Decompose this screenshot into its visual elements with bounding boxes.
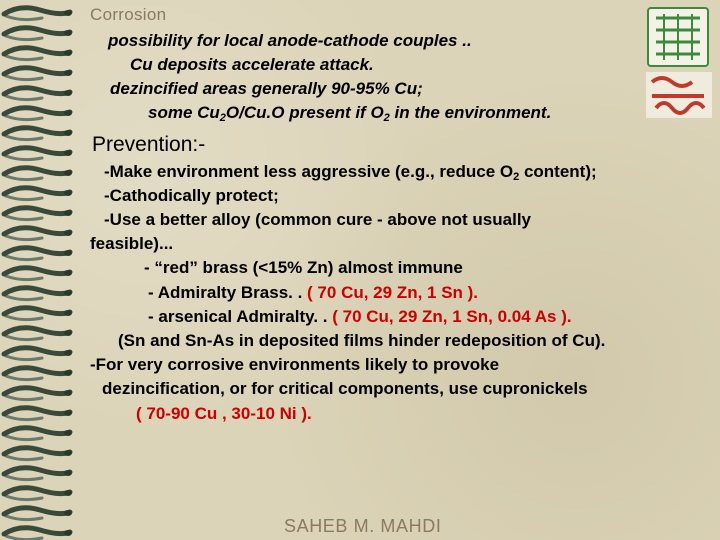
spiral-coil — [4, 148, 72, 160]
prevention-item-cupronickels: dezincification, or for critical components, use cupronickels — [102, 379, 588, 398]
prevention-item-corrosive-env: -For very corrosive environments likely to provoke — [90, 355, 500, 374]
text-run: some Cu — [148, 103, 220, 122]
spiral-coil — [4, 288, 72, 300]
prevention-item-reduce-o2 — [104, 162, 597, 182]
spiral-coil — [4, 128, 72, 140]
author-footer: SAHEB M. MAHDI — [284, 516, 442, 536]
subscript: 2 — [219, 112, 226, 124]
spiral-coil — [4, 368, 72, 380]
spiral-coil — [4, 348, 72, 360]
text-run: - arsenical Admiralty. . — [148, 307, 333, 326]
composition-red: ( 70 Cu, 29 Zn, 1 Sn ). — [307, 283, 479, 302]
spiral-coil — [4, 268, 72, 280]
spiral-coil — [4, 88, 72, 100]
spiral-coil — [4, 308, 72, 320]
point-cu2o-present — [148, 103, 551, 123]
text-run: -Make environment less aggressive (e.g., reduce O — [104, 162, 514, 181]
spiral-coil — [4, 28, 72, 40]
spiral-binding-icon — [0, 0, 78, 540]
spiral-coil — [4, 68, 72, 80]
spiral-coil — [4, 468, 72, 480]
sn-as-note: (Sn and Sn-As in deposited films hinder redeposition of Cu). — [118, 331, 606, 350]
text-run: - Admiralty Brass. . — [148, 283, 308, 302]
spiral-coil — [4, 48, 72, 60]
spiral-coil — [4, 108, 72, 120]
spiral-coil — [4, 528, 72, 540]
spiral-coil — [4, 388, 72, 400]
text-run: in the environment. — [389, 103, 552, 122]
spiral-coil — [4, 168, 72, 180]
slide-title: Corrosion — [90, 5, 167, 24]
text-run: O/Cu.O present if O — [225, 103, 384, 122]
institution-logo-icon — [642, 4, 716, 120]
spiral-coil — [4, 408, 72, 420]
spiral-coil — [4, 448, 72, 460]
prevention-item-better-alloy: -Use a better alloy (common cure - above not usually — [104, 210, 531, 229]
prevention-item-cathodic: -Cathodically protect; — [104, 186, 279, 205]
alloy-red-brass: - “red” brass (<15% Zn) almost immune — [144, 258, 463, 277]
spiral-coil — [4, 248, 72, 260]
prevention-heading: Prevention:- — [92, 133, 206, 156]
spiral-coil — [4, 508, 72, 520]
spiral-coil — [4, 8, 72, 20]
alloy-admiralty-brass — [148, 283, 478, 303]
alloy-arsenical-admiralty — [148, 307, 572, 327]
spiral-coil — [4, 328, 72, 340]
point-cu-deposits: Cu deposits accelerate attack. — [130, 55, 374, 74]
spiral-coil — [4, 208, 72, 220]
cupronickel-composition: ( 70-90 Cu , 30-10 Ni ). — [136, 404, 312, 423]
point-dezincified-areas: dezincified areas generally 90-95% Cu; — [110, 79, 423, 98]
prevention-item-feasible: feasible)... — [90, 234, 174, 253]
point-anode-cathode: possibility for local anode-cathode couples .. — [108, 31, 472, 50]
spiral-coil — [4, 488, 72, 500]
spiral-coil — [4, 428, 72, 440]
subscript: 2 — [513, 171, 520, 183]
spiral-coil — [4, 188, 72, 200]
spiral-coil — [4, 228, 72, 240]
text-run: content); — [519, 162, 597, 181]
subscript: 2 — [383, 112, 390, 124]
composition-red: ( 70 Cu, 29 Zn, 1 Sn, 0.04 As ). — [332, 307, 572, 326]
